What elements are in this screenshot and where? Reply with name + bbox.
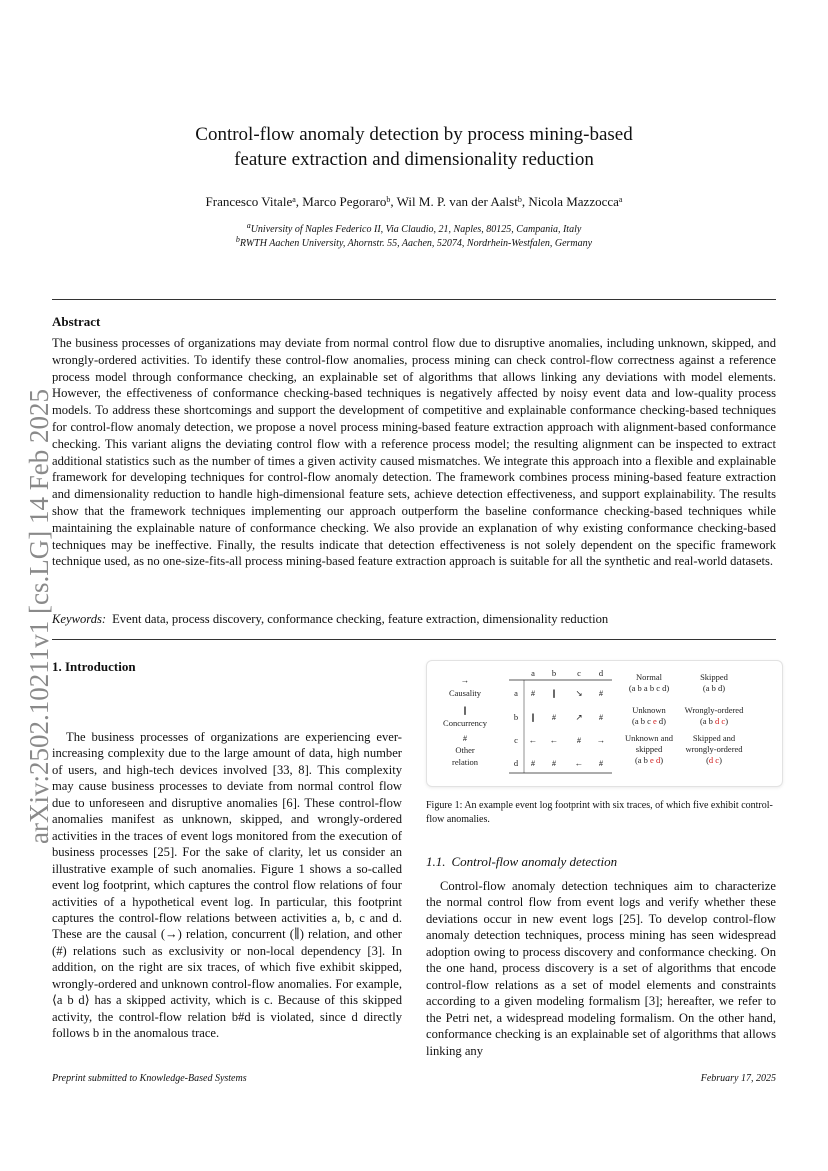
causality-symbol: → (460, 675, 470, 685)
subsection-number: 1.1. (426, 854, 446, 869)
concurrency-symbol: ∥ (462, 705, 468, 715)
abstract-text: The business processes of organizations may deviate from normal control flow due to disruptive anomalies, including unknown, skipped, and wrongly-ordered activities. To identify these control-flow anomalies, process mining can check control-flow correctness against a reference process model through conformance checking, an explainable set of algorithms that allows linking any deviations with model elements. However, the effectiveness of conformance checking-based techniques is negatively affected by noisy event data and low-quality process models. To address these shortcomings and support the development of competitive and explainable conformance checking-based techniques for control-flow anomaly detection, we propose a novel process mining-based feature extraction approach with alignment-based conformance checking. This variant aligns the deviating control flow with a reference process model; the resulting alignment can be inspected to extract additional statistics such as the number of times a given activity caused mismatches. We integrate this approach into a flexible and explainable framework for developing techniques for control-flow anomaly detection. The framework combines process mining-based feature extraction and dimensionality reduction to handle high-dimensional feature sets, achieve detection effectiveness, and support explainability. The results show that the framework techniques implementing our approach outperform the baseline conformance checking-based techniques while maintaining the explainable nature of conformance checking. We also provide an explanation of why existing conformance checking-based techniques may be ineffective. Finally, the results indicate that detection effectiveness is not solely dependent on the specific framework technique used, as no one-size-fits-all process mining-based feature extraction approach is suitable for all the synthetic and real-world datasets. (52, 336, 776, 569)
matrix-cell: # (551, 758, 557, 768)
matrix-cell: ← (528, 735, 538, 745)
intro-paragraph: The business processes of organizations are experiencing ever-increasing complexity due to the large amount of data, high number of users, and high-tech devices involved [33, 8]. This complexity may cause business processes to deviate from normal control flow due to unforeseen and disruptive anomalies [6]. These control-flow anomalies manifest as unknown, skipped, and wrongly-ordered activities in the traces of event logs monitored from the execution of business processes [25]. For the sake of clarity, let us consider an illustrative example of such anomalies. Figure 1 shows a so-called event log footprint, which captures the control flow relations of four activities of a hypothetical event log. In particular, this footprint captures the control-flow relations between activities a, b, c and d. These are the causal (→) relation, concurrent (∥) relation, and other (#) relations such as exclusivity or non-local dependency [3]. In addition, on the right are six traces, of which five exhibit skipped, wrongly-ordered and unknown control-flow anomalies. For example, ⟨a b d⟩ has a skipped activity, which is c. Because of this skipped activity, the control-flow relation b#d is violated, since d directly follows b in the anomalous trace. (52, 730, 402, 1041)
intro-column-right (426, 878, 776, 1059)
trace-unknown-skipped: (a b e d) (634, 755, 664, 765)
author-name: Wil M. P. van der Aalst (396, 194, 518, 209)
author-affiliation-mark: b (517, 195, 522, 204)
matrix-cell: # (598, 712, 604, 722)
matrix-cell: ∥ (530, 712, 536, 722)
intro-column-left (52, 729, 402, 1042)
footer-preprint-note: Preprint submitted to Knowledge-Based Systems (52, 1073, 247, 1084)
trace-skipped: (a b d) (702, 683, 726, 693)
causality-label: Causality (448, 688, 482, 698)
section-heading-introduction: 1. Introduction (52, 659, 136, 674)
trace-wrongly-ordered-label: Wrongly-ordered (684, 705, 744, 715)
matrix-cell: ↗ (575, 712, 583, 722)
author-affiliation-mark: a (618, 195, 623, 204)
affiliations (0, 223, 828, 251)
trace-normal: (a b a b c d) (628, 683, 670, 693)
affiliation-line: $^b$RWTH Aachen University, Ahornstr. 55, Aachen, 52074, Nordrhein-Westfalen, Germany (235, 235, 593, 249)
matrix-cell: ← (574, 758, 584, 768)
keywords-list: Event data, process discovery, conformance checking, feature extraction, dimensionality reduction (112, 612, 609, 626)
matrix-cell: # (530, 688, 536, 698)
author-name: Nicola Mazzocca (528, 194, 619, 209)
trace-skipped-wrong: (d c) (706, 755, 722, 765)
footer-date: February 17, 2025 (700, 1073, 776, 1084)
matrix-col-header: c (577, 668, 581, 678)
paper-title (0, 122, 828, 172)
matrix-cell: ∥ (551, 688, 557, 698)
arxiv-identifier-text: arXiv:2502.10211v1 [cs.LG] 14 Feb 2025 (24, 389, 54, 844)
matrix-cell: ↘ (575, 688, 583, 698)
matrix-cell: # (576, 735, 582, 745)
trace-unknown-skipped-label-2: skipped (635, 744, 663, 754)
figure-1-caption: Figure 1: An example event log footprint with six traces, of which five exhibit control-flow anomalies. (426, 800, 773, 825)
top-divider (52, 299, 776, 300)
matrix-cell: # (598, 688, 604, 698)
title-line-1: Control-flow anomaly detection by process mining-based (195, 124, 633, 145)
author-name: Marco Pegoraro (302, 194, 387, 209)
author-affiliation-mark: b (386, 195, 391, 204)
abstract-heading: Abstract (52, 314, 101, 329)
concurrency-label: Concurrency (443, 718, 487, 728)
matrix-cell: ← (549, 735, 559, 745)
trace-unknown-skipped-label-1: Unknown and (625, 733, 673, 743)
matrix-row-label: c (514, 735, 518, 745)
title-line-2: feature extraction and dimensionality reduction (234, 149, 594, 170)
author-affiliation-mark: a (292, 195, 296, 204)
matrix-col-header: d (598, 668, 604, 678)
author-list: Francesco Vitale$^a$, Marco Pegoraro$^b$, Wil M. P. van der Aalst$^b$, Nicola Mazzocca$^a$ (205, 194, 623, 209)
other-label-1: Other (455, 745, 475, 755)
figure-1-footprint (426, 660, 783, 787)
trace-skipped-wrong-label-2: wrongly-ordered (685, 744, 743, 754)
matrix-cell: # (530, 758, 536, 768)
author-name: Francesco Vitale (205, 194, 293, 209)
anomaly-detection-paragraph: Control-flow anomaly detection techniques aim to characterize the normal control flow from event logs and verify whether these deviations occur in new event logs [25]. To develop control-flow anomaly detection techniques, process mining has seen widespread adoption owing to process discovery and conformance checking. On the one hand, process discovery is a set of algorithms that encode control-flow relations as a set of model elements and constraints according to a given modeling formalism [3]; hereafter, we refer to the Petri net, a widespread modeling formalism. On the other hand, conformance checking is an explainable set of algorithms that allows linking any (426, 879, 776, 1058)
trace-skipped-label: Skipped (700, 672, 728, 682)
matrix-cell: → (596, 735, 606, 745)
keywords-label: Keywords: (52, 612, 107, 626)
other-label-2: relation (452, 757, 478, 767)
abstract-divider (52, 639, 776, 640)
subsection-heading (426, 854, 617, 870)
keywords (52, 612, 776, 627)
trace-normal-label: Normal (636, 672, 662, 682)
trace-unknown-label: Unknown (632, 705, 666, 715)
matrix-row-label: b (513, 712, 519, 722)
other-symbol: # (462, 733, 468, 743)
trace-unknown: (a b c e d) (631, 716, 667, 726)
matrix-col-header: b (551, 668, 557, 678)
matrix-cell: # (551, 712, 557, 722)
trace-wrongly-ordered: (a b d c) (699, 716, 729, 726)
trace-skipped-wrong-label-1: Skipped and (692, 733, 736, 743)
matrix-row-label: a (514, 688, 518, 698)
subsection-title: Control-flow anomaly detection (451, 854, 618, 869)
matrix-col-header: a (531, 668, 535, 678)
matrix-row-label: d (513, 758, 519, 768)
affiliation-line: $^a$University of Naples Federico II, Via Claudio, 21, Naples, 80125, Campania, Italy (246, 221, 582, 235)
matrix-cell: # (598, 758, 604, 768)
